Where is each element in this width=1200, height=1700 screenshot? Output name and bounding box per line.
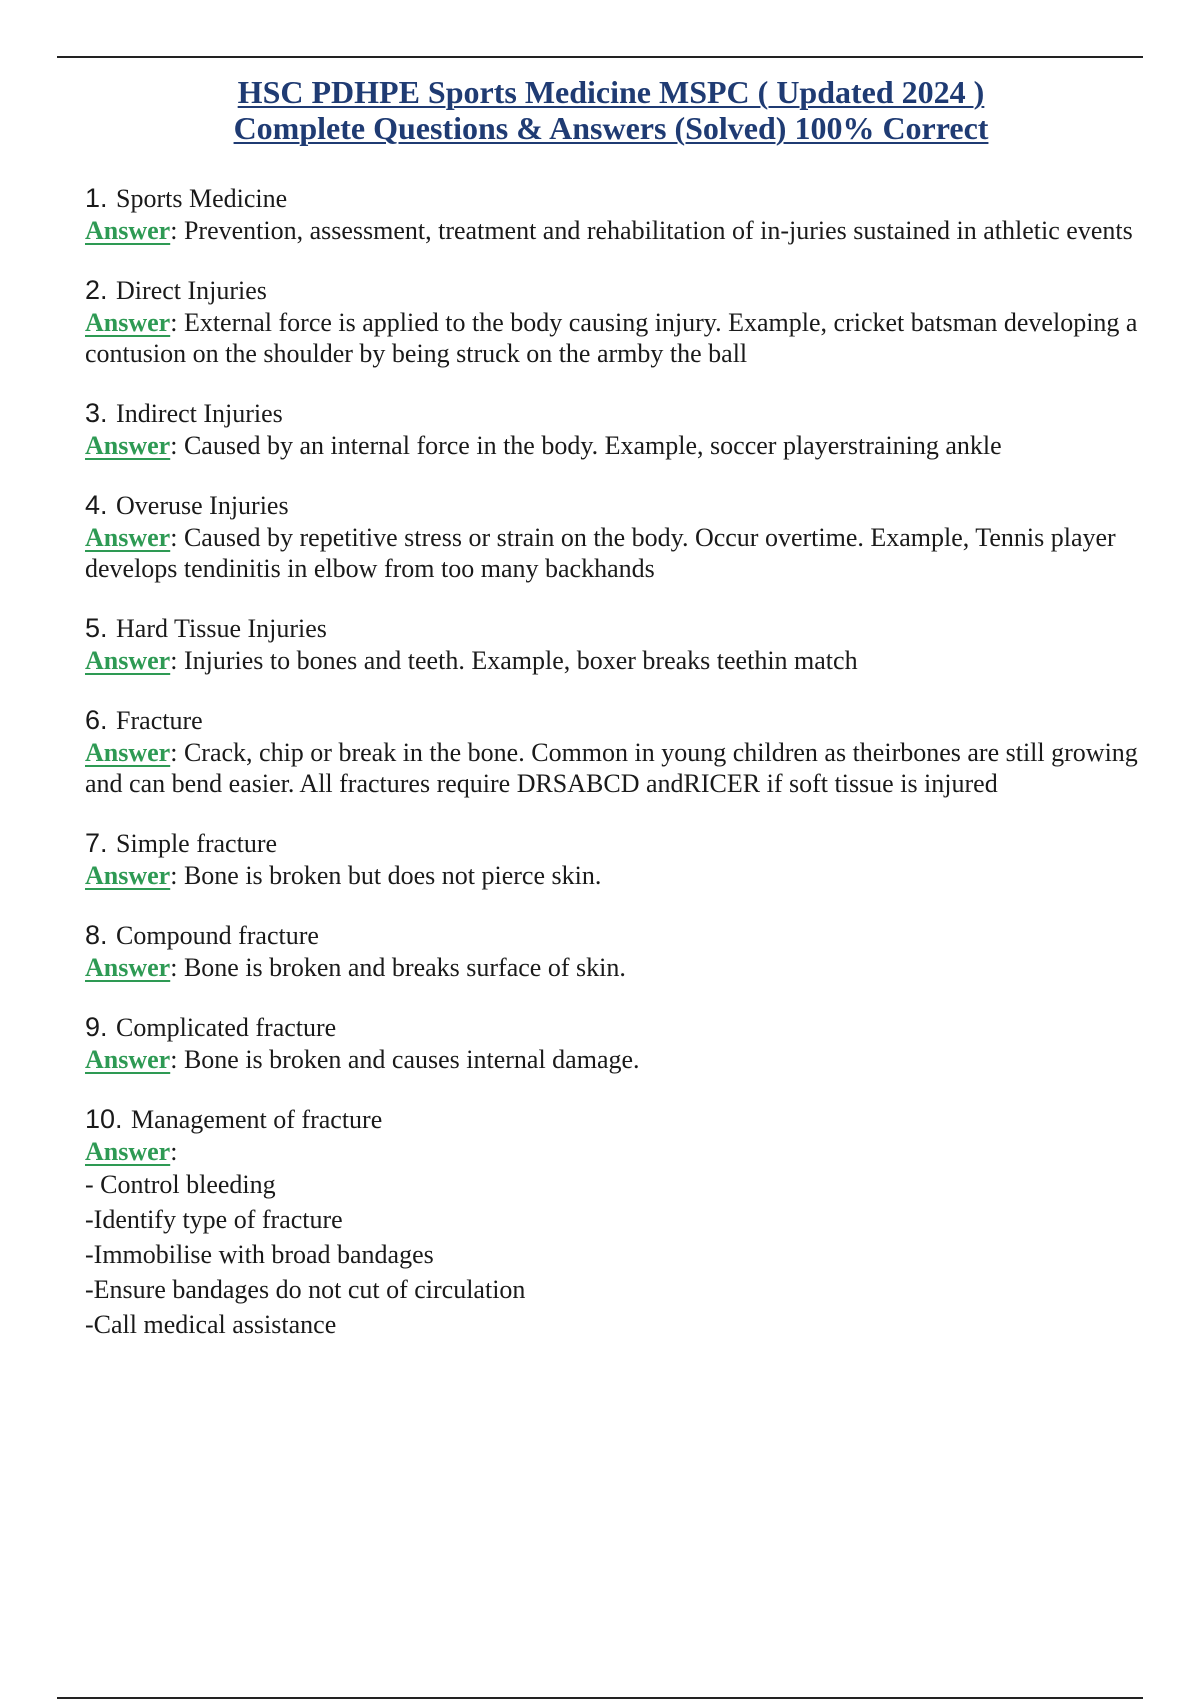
question-text: Fracture	[116, 706, 203, 735]
answer-label: Answer	[85, 431, 171, 460]
question-number: 2.	[85, 275, 108, 305]
answer-label: Answer	[85, 861, 171, 890]
answer-label: Answer	[85, 646, 171, 675]
answer-text: Injuries to bones and teeth. Example, boxer breaks teethin match	[183, 646, 858, 675]
answer-text: Bone is broken but does not pierce skin.	[183, 861, 602, 890]
question	[85, 919, 1145, 952]
question	[85, 489, 1145, 522]
qa-item	[85, 704, 1145, 799]
question-text: Indirect Injuries	[116, 399, 283, 428]
answer: Answer: Caused by repetitive stress or strain on the body. Occur overtime. Example, Tennis player develops tendinitis in elbow from too many backhands	[85, 523, 1116, 583]
answer: Answer: Crack, chip or break in the bone. Common in young children as theirbones are still growing and can bend easier. All fractures require DRSABCD andRICER if soft tissue is injured	[85, 738, 1138, 798]
qa-item	[85, 919, 1145, 983]
answer-label: Answer	[85, 308, 171, 337]
question-text: Overuse Injuries	[116, 491, 289, 520]
qa-item	[85, 274, 1145, 369]
answer-text: Caused by repetitive stress or strain on the body. Occur overtime. Example, Tennis player develops tendinitis in elbow from too many backhands	[85, 523, 1116, 583]
qa-list	[85, 182, 1145, 1370]
answer: Answer: External force is applied to the body causing injury. Example, cricket batsman developing a contusion on the shoulder by being struck on the armby the ball	[85, 308, 1138, 368]
answer-bullet: -Call medical assistance	[85, 1310, 337, 1339]
question	[85, 274, 1145, 307]
qa-item	[85, 1103, 1145, 1342]
answer-bullet: -Identify type of fracture	[85, 1205, 343, 1234]
qa-item	[85, 827, 1145, 891]
question	[85, 827, 1145, 860]
question-text: Management of fracture	[131, 1105, 383, 1134]
answer: Answer: Injuries to bones and teeth. Example, boxer breaks teethin match	[85, 646, 858, 675]
question-number: 4.	[85, 490, 108, 520]
document-title	[0, 74, 1200, 146]
answer-bullet: - Control bleeding	[85, 1170, 276, 1199]
title-line-1: HSC PDHPE Sports Medicine MSPC ( Updated 2024 )	[237, 74, 985, 110]
question-text: Hard Tissue Injuries	[116, 614, 327, 643]
question-number: 9.	[85, 1012, 108, 1042]
question-number: 10.	[85, 1104, 123, 1134]
question	[85, 397, 1145, 430]
question-number: 7.	[85, 828, 108, 858]
title-line-2: Complete Questions & Answers (Solved) 100% Correct	[233, 110, 989, 146]
question	[85, 182, 1145, 215]
question	[85, 1011, 1145, 1044]
answer-label: Answer	[85, 738, 171, 767]
answer-text: External force is applied to the body causing injury. Example, cricket batsman developing a contusion on the shoulder by being struck on the armby the ball	[85, 308, 1138, 368]
question	[85, 1103, 1145, 1136]
answer-text: Bone is broken and breaks surface of skin.	[183, 953, 626, 982]
question-number: 5.	[85, 613, 108, 643]
answer-label: Answer	[85, 523, 171, 552]
answer-label: Answer	[85, 1045, 171, 1074]
question-text: Sports Medicine	[116, 184, 288, 213]
answer-text: Crack, chip or break in the bone. Common in young children as theirbones are still growing and can bend easier. All fractures require DRSABCD andRICER if soft tissue is injured	[85, 738, 1138, 798]
answer: Answer: Prevention, assessment, treatment and rehabilitation of in-juries sustained in athletic events	[85, 216, 1133, 245]
answer: Answer: Caused by an internal force in the body. Example, soccer playerstraining ankle	[85, 431, 1002, 460]
answer-label: Answer	[85, 1137, 171, 1166]
qa-item	[85, 1011, 1145, 1075]
qa-item	[85, 489, 1145, 584]
question	[85, 612, 1145, 645]
answer: Answer: Bone is broken and breaks surface of skin.	[85, 953, 626, 982]
question-number: 1.	[85, 183, 108, 213]
question	[85, 704, 1145, 737]
answer-label: Answer	[85, 216, 171, 245]
answer-label: Answer	[85, 953, 171, 982]
qa-item	[85, 612, 1145, 676]
question-number: 6.	[85, 705, 108, 735]
question-text: Simple fracture	[116, 829, 278, 858]
question-number: 8.	[85, 920, 108, 950]
qa-item	[85, 182, 1145, 246]
answer-bullet: -Ensure bandages do not cut of circulation	[85, 1275, 526, 1304]
answer: Answer:	[85, 1137, 178, 1166]
question-text: Direct Injuries	[116, 276, 267, 305]
question-text: Complicated fracture	[116, 1013, 337, 1042]
top-rule	[57, 56, 1143, 58]
answer: Answer: Bone is broken and causes internal damage.	[85, 1045, 640, 1074]
answer: Answer: Bone is broken but does not pierce skin.	[85, 861, 602, 890]
question-number: 3.	[85, 398, 108, 428]
answer-bullet: -Immobilise with broad bandages	[85, 1240, 434, 1269]
answer-text: Caused by an internal force in the body. Example, soccer playerstraining ankle	[183, 431, 1002, 460]
answer-text: Prevention, assessment, treatment and rehabilitation of in-juries sustained in athletic events	[183, 216, 1133, 245]
qa-item	[85, 397, 1145, 461]
question-text: Compound fracture	[116, 921, 319, 950]
bottom-rule	[57, 1697, 1143, 1699]
answer-text: Bone is broken and causes internal damage.	[183, 1045, 640, 1074]
